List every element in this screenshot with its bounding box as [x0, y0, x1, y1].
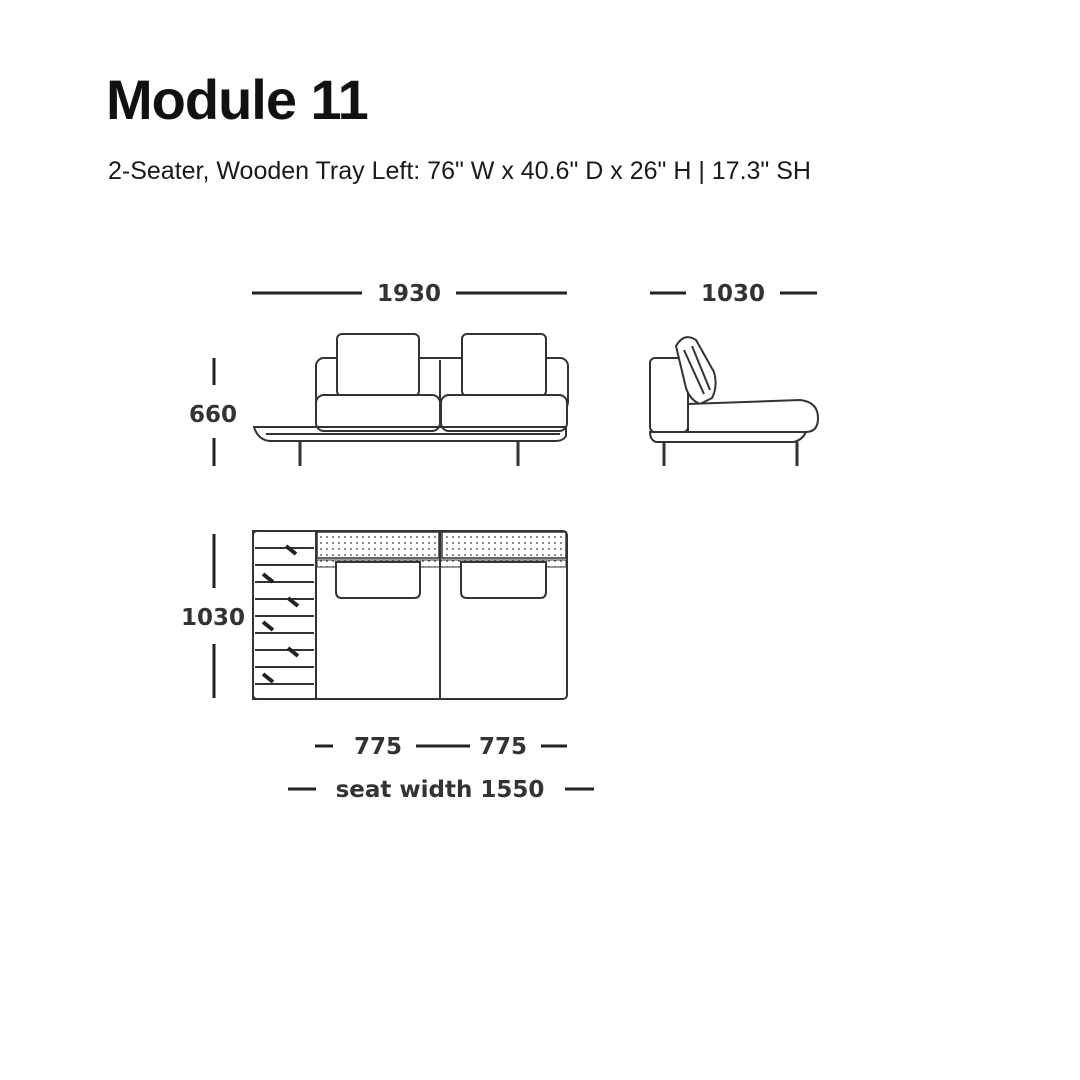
side-view [650, 281, 818, 466]
seat-right-label: 775 [478, 734, 528, 760]
front-width-dimension [252, 281, 567, 307]
seat-width-label: seat width 1550 [335, 777, 545, 803]
front-view [189, 281, 568, 466]
product-specs: 2-Seater, Wooden Tray Left: 76" W x 40.6" D x 26" H | 17.3" SH [108, 157, 811, 185]
sofa-side-outline [650, 337, 818, 466]
plan-view [181, 531, 594, 803]
sofa-front-outline [254, 334, 568, 466]
side-depth-label: 1030 [700, 281, 766, 307]
plan-depth-label: 1030 [180, 605, 246, 631]
plan-depth-dimension [181, 534, 245, 698]
height-label: 660 [188, 402, 238, 428]
page-title: Module 11 [106, 68, 368, 131]
seat-width-dimension [288, 777, 594, 803]
seat-left-label: 775 [353, 734, 403, 760]
front-width-label: 1930 [376, 281, 442, 307]
side-depth-dimension [650, 281, 817, 307]
wooden-tray-slats [255, 546, 314, 684]
sofa-plan-outline [253, 531, 567, 699]
height-dimension [189, 358, 237, 466]
seat-module-dimensions [315, 734, 567, 760]
